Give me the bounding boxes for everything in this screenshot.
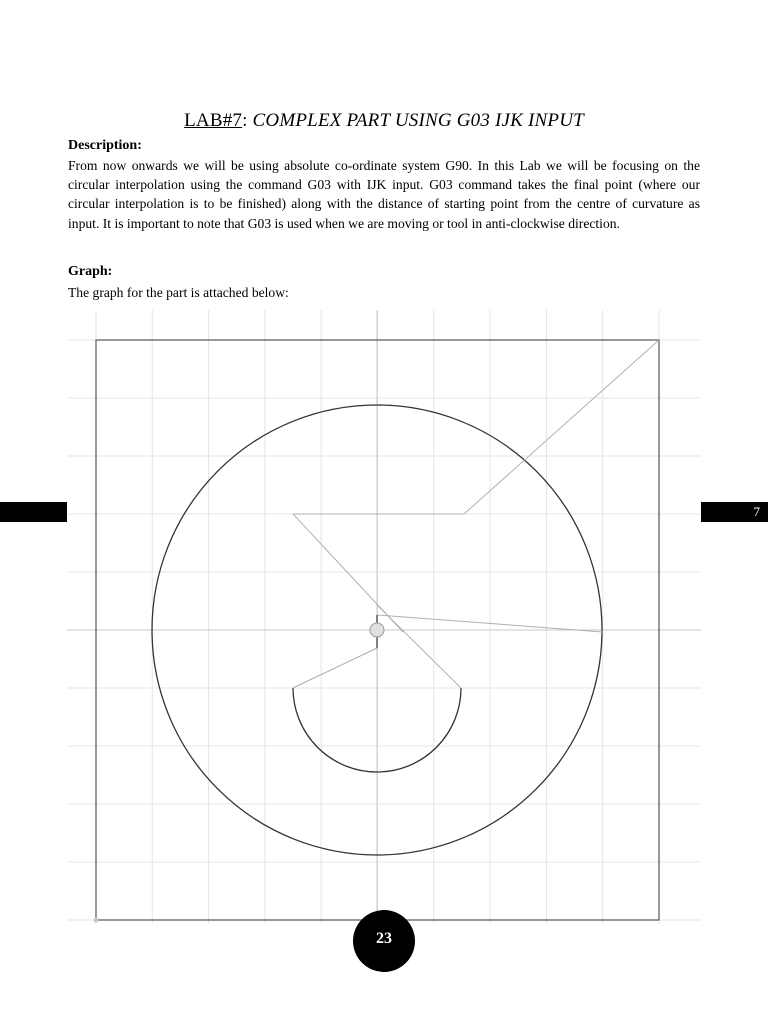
- description-text: From now onwards we will be using absolute co-ordinate system G90. In this Lab we will be focusing on the circular interpolation using the command G03 with IJK input. G03 command takes the final point (where our circular interpolation is to be finished) along with the distance of starting point from the centre of curvature as input. It is important to note that G03 is used when we are moving or tool in anti-clockwise direction.: [68, 158, 700, 231]
- graph-heading: Graph:: [68, 264, 113, 279]
- grid-lines: [67, 310, 701, 924]
- corner-point: [94, 918, 99, 923]
- lab-subtitle: COMPLEX PART USING G03 IJK INPUT: [252, 110, 584, 131]
- description-heading: Description:: [68, 138, 142, 153]
- lab-number: LAB#7: [184, 110, 243, 131]
- side-tab-right: [701, 502, 768, 522]
- tool-path-upper: [293, 340, 659, 632]
- part-graph: [67, 310, 701, 924]
- origin-marker: [370, 623, 384, 637]
- tool-path-diagonal: [377, 605, 461, 688]
- graph-intro-text: The graph for the part is attached below:: [68, 285, 289, 300]
- page-number-badge: [353, 910, 415, 972]
- side-tab-number: 7: [753, 504, 760, 519]
- page-number: 23: [376, 930, 392, 947]
- title-separator: :: [242, 110, 253, 131]
- tool-path-lower: [293, 648, 377, 688]
- side-tab-left: [0, 502, 67, 522]
- page-title: [0, 110, 768, 132]
